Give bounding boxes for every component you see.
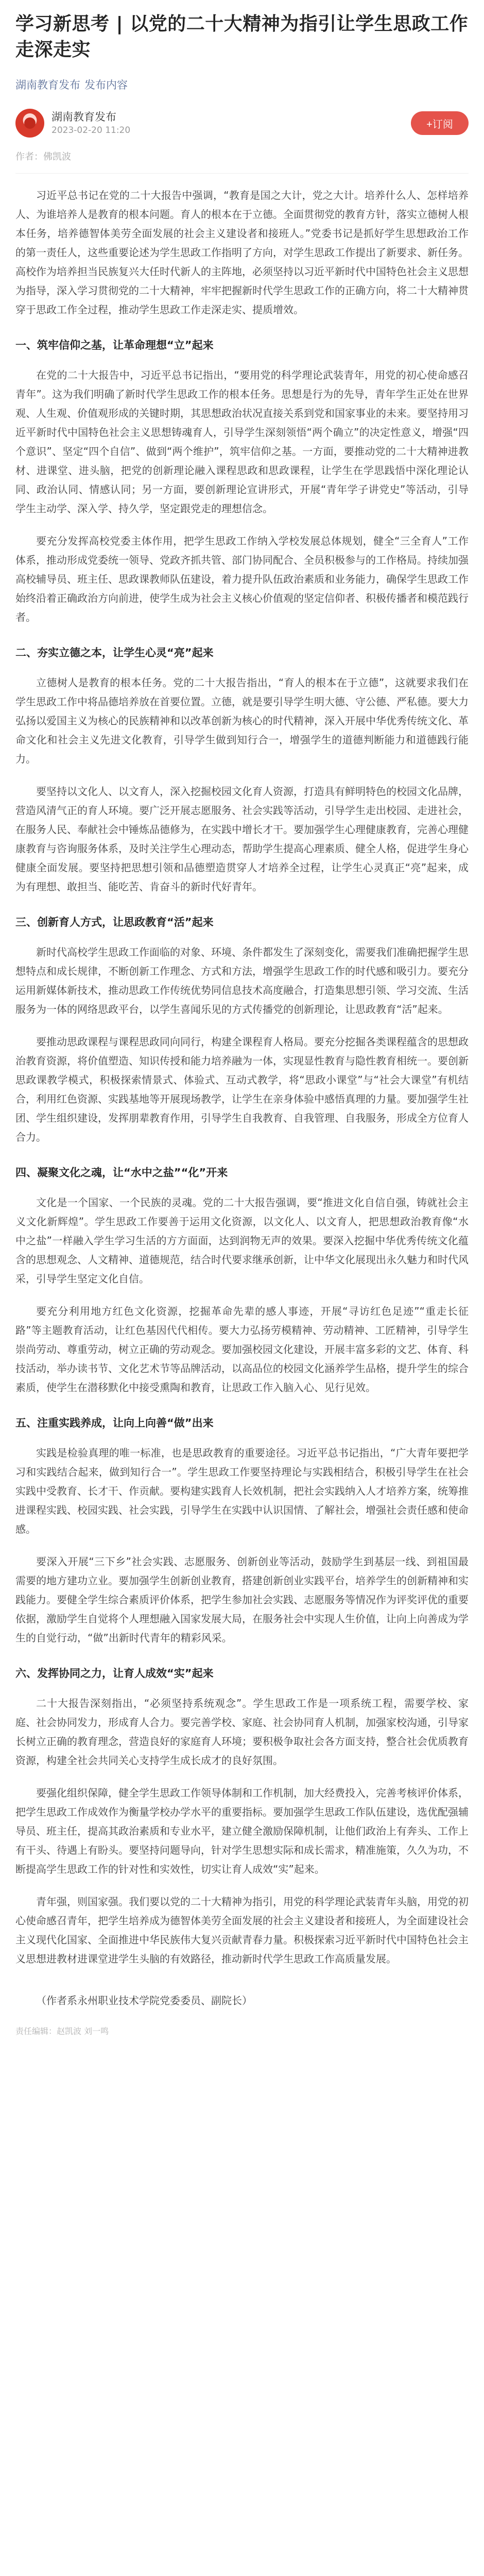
publisher-info[interactable]	[15, 109, 130, 138]
section-paragraph: 立德树人是教育的根本任务。党的二十大报告指出，“育人的根本在于立德”，这就要求我们在学生思政工作中将品德培养放在首要位置。立德，就是要引导学生明大德、守公德、严私德。要大力弘扬以爱国主义为核心的民族精神和以改革创新为核心的时代精神，深入开展中华优秀传统文化、革命文化和社会主义先进文化教育，引导学生做到知行合一，增强学生的道德判断能力和道德践行能力。	[15, 676, 469, 765]
author-note: （作者系永州职业技术学院党委委员、副院长）	[36, 1994, 252, 2007]
section-paragraph: 要推动思政课程与课程思政同向同行，构建全课程育人格局。要充分挖掘各类课程蕴含的思想政治教育资源，将价值塑造、知识传授和能力培养融为一体，实现显性教育与隐性教育相统一。要创新思政课教学模式，积极探索情景式、体验式、互动式教学，将“思政小课堂”与“社会大课堂”有机结合，利用红色资源、实践基地等开展现场教学，让学生在亲身体验中感悟真理的力量。要加强学生社团、学生组织建设，发挥朋辈教育作用，引导学生自我教育、自我管理、自我服务，形成全方位育人合力。	[15, 1036, 469, 1143]
section-paragraph: 实践是检验真理的唯一标准，也是思政教育的重要途径。习近平总书记指出，“广大青年要把学习和实践结合起来，做到知行合一”。学生思政工作要坚持理论与实践相结合，积极引导学生在社会实践中受教育、长才干、作贡献。要构建实践育人长效机制，把社会实践纳入人才培养方案，统筹推进课程实践、校园实践、社会实践，引导学生在实践中认识国情、了解社会，增强社会责任感和使命感。	[15, 1447, 469, 1535]
section-1	[15, 337, 469, 627]
account-source[interactable]	[15, 74, 469, 95]
publisher-name[interactable]: 湖南教育发布	[51, 111, 116, 123]
section-3	[15, 914, 469, 1147]
section-paragraph: 要充分发挥高校党委主体作用，把学生思政工作纳入学校发展总体规划，健全“三全育人”工作体系，推动形成党委统一领导、党政齐抓共管、部门协同配合、全员积极参与的工作格局。持续加强高校辅导员、班主任、思政课教师队伍建设，着力提升队伍政治素质和业务能力，确保学生思政工作始终沿着正确政治方向前进，使学生成为社会主义核心价值观的坚定信仰者、积极传播者和模范践行者。	[15, 535, 469, 623]
section-paragraph: 文化是一个国家、一个民族的灵魂。党的二十大报告强调，要“推进文化自信自强，铸就社会主义文化新辉煌”。学生思政工作要善于运用文化资源，以文化人、以文育人，把思想政治教育像“水中之盐”一样融入学生学习生活的方方面面，达到润物无声的效果。要深入挖掘中华优秀传统文化蕴含的思想观念、人文精神、道德规范，结合时代要求继承创新，让中华文化展现出永久魅力和时代风采，引导学生坚定文化自信。	[15, 1196, 469, 1285]
section-paragraph: 新时代高校学生思政工作面临的对象、环境、条件都发生了深刻变化，需要我们准确把握学生思想特点和成长规律，不断创新工作理念、方式和方法，增强学生思政工作的时代感和吸引力。要充分运用新媒体新技术，推动思政工作传统优势同信息技术高度融合，打造集思想引领、学习交流、生活服务为一体的网络思政平台，以学生喜闻乐见的方式传播党的创新理论，让思政教育“活”起来。	[15, 946, 469, 1015]
avatar[interactable]	[15, 109, 44, 138]
section-6	[15, 1665, 469, 1969]
section-paragraph: 要强化组织保障，健全学生思政工作领导体制和工作机制，加大经费投入，完善考核评价体系，把学生思政工作成效作为衡量学校办学水平的重要指标。要加强学生思政工作队伍建设，选优配强辅导员、班主任，提高其政治素质和专业水平，建立健全激励保障机制，让他们政治上有奔头、工作上有干头、待遇上有盼头。要坚持问题导向，针对学生思想实际和成长需求，精准施策，久久为功，不断提高学生思政工作的针对性和实效性，切实让育人成效“实”起来。	[15, 1787, 469, 1875]
section-5	[15, 1415, 469, 1648]
editor-line: 责任编辑：赵凯波 刘一鸣	[15, 2026, 109, 2036]
section-paragraph: 二十大报告深刻指出，“必须坚持系统观念”。学生思政工作是一项系统工程，需要学校、家庭、社会协同发力，形成育人合力。要完善学校、家庭、社会协同育人机制，加强家校沟通，引导家长树立正确的教育理念，营造良好的家庭育人环境；要积极争取社会各方面支持，整合社会优质教育资源，构建全社会共同关心支持学生成长成才的良好氛围。	[15, 1697, 469, 1767]
section-heading: 四、凝聚文化之魂，让“水中之盐”“化”开来	[15, 1166, 228, 1179]
account-label[interactable]: 湖南教育发布	[15, 79, 80, 91]
logo-icon	[24, 117, 36, 129]
publisher-bar	[15, 106, 469, 140]
divider	[15, 173, 469, 174]
section-heading: 二、夯实立德之本，让学生心灵“亮”起来	[15, 647, 214, 659]
section-heading: 三、创新育人方式，让思政教育“活”起来	[15, 916, 214, 928]
section-2	[15, 645, 469, 896]
section-paragraph: 要深入开展“三下乡”社会实践、志愿服务、创新创业等活动，鼓励学生到基层一线、到祖国最需要的地方建功立业。要加强学生创新创业教育，搭建创新创业实践平台，培养学生的创新精神和实践能力。要健全学生综合素质评价体系，把学生参加社会实践、志愿服务等情况作为评奖评优的重要依据，激励学生自觉将个人理想融入国家发展大局，在服务社会中实现人生价值，让向上向善成为学生的自觉行动，“做”出新时代青年的精彩风采。	[15, 1555, 469, 1644]
section-heading: 六、发挥协同之力，让育人成效“实”起来	[15, 1667, 214, 1680]
publish-time: 2023-02-20 11:20	[51, 125, 131, 135]
section-paragraph: 要充分利用地方红色文化资源，挖掘革命先辈的感人事迹，开展“寻访红色足迹”“重走长征路”等主题教育活动，让红色基因代代相传。要大力弘扬劳模精神、劳动精神、工匠精神，引导学生崇尚劳动、尊重劳动，树立正确的劳动观念。要加强校园文化建设，开展丰富多彩的文艺、体育、科技活动，举办读书节、文化艺术节等品牌活动，以高品位的校园文化涵养学生品格，提升学生的综合素质，使学生在潜移默化中接受熏陶和教育，让思政工作入脑入心、见行见效。	[15, 1305, 469, 1394]
section-paragraph: 青年强，则国家强。我们要以党的二十大精神为指引，用党的科学理论武装青年头脑，用党的初心使命感召青年，把学生培养成为德智体美劳全面发展的社会主义建设者和接班人，为全面建设社会主义现代化国家、全面推进中华民族伟大复兴贡献青春力量。积极探索习近平新时代中国特色社会主义思想进教材进课堂进学生头脑的有效路径，推动新时代学生思政工作高质量发展。	[15, 1895, 469, 1965]
account-suffix: 发布内容	[84, 79, 128, 91]
article-title: 学习新思考 | 以党的二十大精神为指引让学生思政工作走深走实	[15, 13, 469, 60]
section-heading: 五、注重实践养成，让向上向善“做”出来	[15, 1417, 214, 1429]
intro-paragraph: 习近平总书记在党的二十大报告中强调，“教育是国之大计，党之大计。培养什么人、怎样培养人、为谁培养人是教育的根本问题。育人的根本在于立德。全面贯彻党的教育方针，落实立德树人根本任务，培养德智体美劳全面发展的社会主义建设者和接班人。”党委书记是抓好学生思想政治工作的第一责任人，这些重要论述为学生思政工作指明了方向，对学生思政工作提出了新要求、新任务。高校作为培养担当民族复兴大任时代新人的主阵地，必须坚持以习近平新时代中国特色社会主义思想为指导，深入学习贯彻党的二十大精神，牢牢把握新时代学生思政工作的正确方向，将二十大精神贯穿于思政工作全过程，推动学生思政工作走深走实、提质增效。	[15, 189, 469, 316]
author-line: 作者：佛凯波	[15, 151, 71, 162]
publisher-text	[51, 110, 130, 137]
section-paragraph: 在党的二十大报告中，习近平总书记指出，“要用党的科学理论武装青年，用党的初心使命感召青年”。这为我们明确了新时代学生思政工作的根本任务。思想是行为的先导，青年学生正处在世界观、人生观、价值观形成的关键时期，其思想政治状况直接关系到党和国家事业的未来。要坚持用习近平新时代中国特色社会主义思想铸魂育人，引导学生深刻领悟“两个确立”的决定性意义，增强“四个意识”、坚定“四个自信”、做到“两个维护”，筑牢信仰之基。一方面，要推动党的二十大精神进教材、进课堂、进头脑，把党的创新理论融入课程思政和思政课程，让学生在学思践悟中深化理论认同、政治认同、情感认同；另一方面，要创新理论宣讲形式，开展“青年学子讲党史”等活动，引导学生主动学、深入学、持久学，坚定跟党走的理想信念。	[15, 369, 469, 515]
section-heading: 一、筑牢信仰之基，让革命理想“立”起来	[15, 339, 214, 351]
section-4	[15, 1164, 469, 1397]
follow-button[interactable]: +订阅	[411, 111, 469, 135]
section-paragraph: 要坚持以文化人、以文育人，深入挖掘校园文化育人资源，打造具有鲜明特色的校园文化品牌，营造风清气正的育人环境。要广泛开展志愿服务、社会实践等活动，引导学生走出校园、走进社会，在服务人民、奉献社会中锤炼品德修为，在实践中增长才干。要加强学生心理健康教育，完善心理健康教育与咨询服务体系，及时关注学生心理动态，帮助学生提高心理素质、健全人格，促进学生身心健康全面发展。要坚持把思想引领和品德塑造贯穿人才培养全过程，让学生心灵真正“亮”起来，成为有理想、敢担当、能吃苦、肯奋斗的新时代好青年。	[15, 785, 469, 893]
